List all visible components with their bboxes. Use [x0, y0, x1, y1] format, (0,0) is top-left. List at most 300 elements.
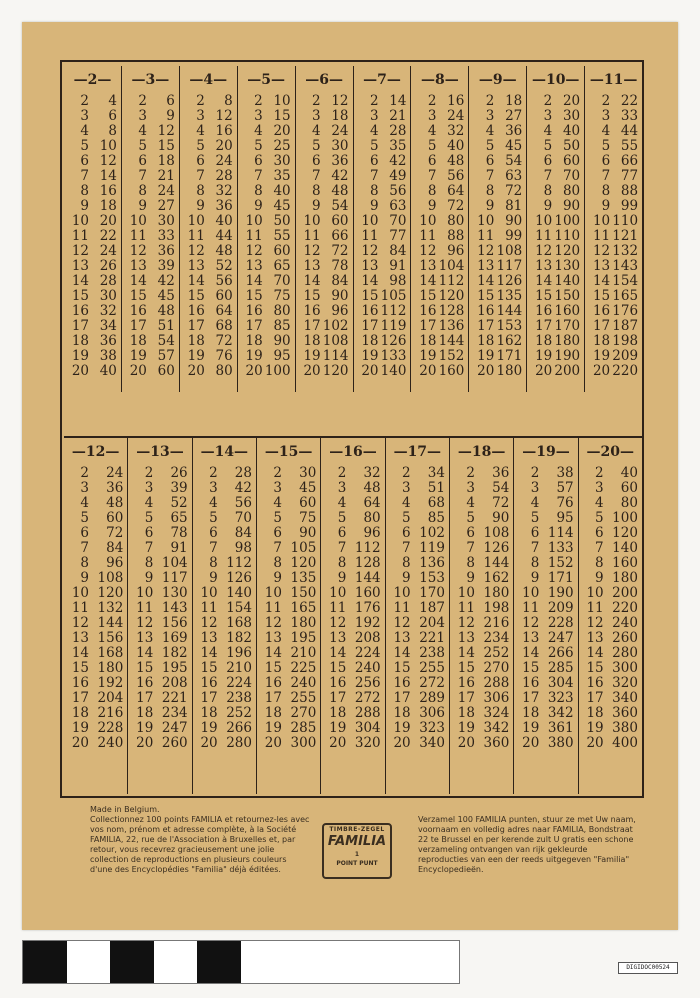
product: 54 — [492, 480, 510, 496]
multiplier: 3 — [273, 480, 282, 496]
product: 9 — [166, 108, 175, 124]
product: 18 — [99, 198, 117, 214]
multiplier: 2 — [273, 465, 282, 481]
product: 240 — [354, 660, 381, 676]
multiplier: 18 — [592, 333, 611, 349]
product: 126 — [496, 273, 523, 289]
top-table-block — [64, 66, 642, 392]
table-row — [579, 646, 642, 661]
table-row — [386, 556, 449, 571]
table-row — [257, 736, 320, 751]
table-row — [128, 601, 191, 616]
product: 12 — [99, 153, 117, 169]
product: 60 — [331, 213, 349, 229]
table-row — [180, 364, 237, 379]
table-heading: —14— — [200, 444, 249, 460]
product: 187 — [612, 318, 639, 334]
multiplier: 16 — [71, 303, 89, 319]
table-row — [585, 334, 642, 349]
product: 400 — [612, 735, 638, 751]
table-row — [193, 646, 256, 661]
multiplier: 19 — [187, 348, 205, 364]
table-row — [64, 541, 127, 556]
product: 171 — [547, 570, 574, 586]
table-row — [469, 109, 526, 124]
product: 76 — [215, 348, 233, 364]
table-heading: —17— — [393, 444, 442, 460]
product: 22 — [620, 93, 639, 109]
table-row — [296, 274, 353, 289]
product: 102 — [419, 525, 445, 541]
product: 108 — [97, 570, 124, 586]
product: 280 — [226, 735, 252, 751]
multiplier: 13 — [71, 630, 89, 646]
multiplier: 13 — [592, 258, 611, 274]
table-row — [296, 199, 353, 214]
multiplier: 20 — [136, 735, 154, 751]
product: 40 — [99, 363, 117, 379]
product: 117 — [496, 258, 523, 274]
product: 45 — [505, 138, 523, 154]
product: 190 — [554, 348, 581, 364]
product: 169 — [161, 630, 188, 646]
table-row — [257, 691, 320, 706]
table-row — [579, 556, 642, 571]
product: 34 — [427, 465, 445, 481]
table-row — [411, 184, 468, 199]
product: 8 — [224, 93, 233, 109]
product: 182 — [226, 630, 252, 646]
multiplier: 12 — [535, 243, 553, 259]
calibration-swatch — [197, 941, 241, 983]
multiplier: 10 — [522, 585, 540, 601]
product: 54 — [505, 153, 523, 169]
table-row — [64, 496, 127, 511]
product: 114 — [547, 525, 574, 541]
multiplier: 9 — [196, 198, 205, 214]
table-row — [64, 304, 121, 319]
product: 88 — [620, 183, 639, 199]
multiplier: 3 — [196, 108, 205, 124]
multiplier: 11 — [245, 228, 263, 244]
multiplier: 2 — [337, 465, 347, 481]
multiplier: 6 — [80, 153, 89, 169]
product: 128 — [354, 555, 381, 571]
multiplier: 11 — [187, 228, 205, 244]
table-row — [514, 631, 577, 646]
product: 323 — [419, 720, 445, 736]
product: 12 — [331, 93, 349, 109]
product: 27 — [157, 198, 175, 214]
product: 208 — [161, 675, 188, 691]
multiplier: 10 — [71, 585, 89, 601]
multiplier: 9 — [273, 570, 282, 586]
product: 33 — [157, 228, 175, 244]
table-row — [469, 139, 526, 154]
multiplier: 6 — [312, 153, 321, 169]
product: 110 — [612, 213, 639, 229]
product: 152 — [438, 348, 465, 364]
multiplier: 8 — [530, 555, 540, 571]
product: 150 — [554, 288, 581, 304]
multiplier: 7 — [144, 540, 154, 556]
calibration-swatch — [415, 941, 459, 983]
table-row — [386, 586, 449, 601]
table-row — [193, 676, 256, 691]
table-row — [469, 184, 526, 199]
product: 36 — [157, 243, 175, 259]
product: 135 — [496, 288, 523, 304]
product: 360 — [483, 735, 510, 751]
product: 192 — [354, 615, 381, 631]
product: 238 — [419, 645, 445, 661]
table-row — [585, 244, 642, 259]
table-row — [514, 706, 577, 721]
multiplier: 3 — [144, 480, 154, 496]
table-row — [527, 274, 584, 289]
table-row — [180, 244, 237, 259]
table-row — [450, 736, 513, 751]
product: 96 — [106, 555, 124, 571]
table-row — [386, 526, 449, 541]
multiplier: 7 — [138, 168, 147, 184]
product: 132 — [97, 600, 124, 616]
table-row — [257, 706, 320, 721]
product: 21 — [157, 168, 175, 184]
product: 128 — [438, 303, 465, 319]
product: 99 — [505, 228, 523, 244]
product: 171 — [496, 348, 523, 364]
table-row — [386, 661, 449, 676]
table-row — [122, 349, 179, 364]
product: 114 — [322, 348, 349, 364]
product: 170 — [419, 585, 445, 601]
multiplier: 5 — [80, 138, 89, 154]
product: 28 — [99, 273, 117, 289]
table-row — [354, 169, 411, 184]
table-row — [514, 721, 577, 736]
table-row — [64, 511, 127, 526]
product: 57 — [157, 348, 175, 364]
table-row — [64, 736, 127, 751]
table-row — [411, 169, 468, 184]
table-column-19 — [514, 438, 578, 794]
multiplier: 10 — [535, 213, 553, 229]
table-row — [193, 526, 256, 541]
table-row — [238, 154, 295, 169]
table-row — [527, 154, 584, 169]
table-row — [64, 199, 121, 214]
table-row — [514, 661, 577, 676]
table-row — [321, 721, 384, 736]
product: 18 — [157, 153, 175, 169]
product: 33 — [620, 108, 639, 124]
table-row — [238, 214, 295, 229]
multiplier: 8 — [595, 555, 604, 571]
multiplier: 19 — [71, 720, 89, 736]
table-row — [128, 556, 191, 571]
product: 143 — [161, 600, 188, 616]
multiplier: 17 — [361, 318, 379, 334]
multiplier: 5 — [595, 510, 604, 526]
multiplier: 11 — [329, 600, 347, 616]
table-row — [450, 526, 513, 541]
multiplier: 15 — [187, 288, 205, 304]
multiplier: 14 — [136, 645, 154, 661]
product: 34 — [99, 318, 117, 334]
multiplier: 17 — [187, 318, 205, 334]
product: 256 — [354, 675, 381, 691]
table-heading: —18— — [457, 444, 506, 460]
table-row — [514, 481, 577, 496]
multiplier: 8 — [402, 555, 411, 571]
table-column-10 — [527, 66, 585, 392]
multiplier: 8 — [466, 555, 475, 571]
multiplier: 19 — [477, 348, 495, 364]
table-column-6 — [296, 66, 354, 392]
table-row — [527, 139, 584, 154]
product: 340 — [419, 735, 445, 751]
table-row — [296, 304, 353, 319]
product: 75 — [299, 510, 317, 526]
table-row — [64, 661, 127, 676]
table-row — [64, 274, 121, 289]
table-row — [411, 274, 468, 289]
table-row — [296, 139, 353, 154]
multiplier: 4 — [485, 123, 495, 139]
table-row — [296, 289, 353, 304]
multiplier: 18 — [245, 333, 263, 349]
product: 121 — [612, 228, 639, 244]
table-heading: —19— — [522, 444, 570, 460]
product: 126 — [226, 570, 252, 586]
product: 84 — [331, 273, 349, 289]
product: 40 — [273, 183, 291, 199]
product: 10 — [99, 138, 117, 154]
multiplier: 17 — [535, 318, 553, 334]
product: 80 — [215, 363, 233, 379]
product: 108 — [322, 333, 349, 349]
multiplier: 9 — [80, 198, 89, 214]
multiplier: 17 — [419, 318, 437, 334]
product: 140 — [226, 585, 252, 601]
multiplier: 10 — [477, 213, 495, 229]
multiplier: 12 — [477, 243, 495, 259]
product: 224 — [226, 675, 252, 691]
product: 143 — [612, 258, 639, 274]
table-row — [354, 364, 411, 379]
product: 95 — [556, 510, 574, 526]
table-row — [514, 556, 577, 571]
table-row — [238, 199, 295, 214]
multiplier: 4 — [530, 495, 540, 511]
table-column-2 — [64, 66, 122, 392]
product: 195 — [161, 660, 188, 676]
table-row — [193, 586, 256, 601]
multiplier: 5 — [402, 510, 411, 526]
product: 24 — [157, 183, 175, 199]
multiplier: 17 — [393, 690, 411, 706]
product: 90 — [492, 510, 510, 526]
table-row — [238, 244, 295, 259]
table-row — [257, 466, 320, 481]
table-row — [193, 556, 256, 571]
multiplier: 20 — [187, 363, 205, 379]
product: 324 — [483, 705, 510, 721]
multiplier: 16 — [592, 303, 611, 319]
product: 234 — [483, 630, 510, 646]
product: 112 — [354, 540, 381, 556]
multiplier: 19 — [264, 720, 282, 736]
product: 154 — [612, 273, 639, 289]
multiplier: 12 — [245, 243, 263, 259]
multiplier: 5 — [209, 510, 218, 526]
multiplier: 8 — [427, 183, 437, 199]
table-row — [64, 631, 127, 646]
table-row — [296, 109, 353, 124]
table-row — [128, 676, 191, 691]
table-row — [469, 349, 526, 364]
table-row — [386, 511, 449, 526]
product: 255 — [419, 660, 445, 676]
multiplier: 4 — [196, 123, 205, 139]
multiplier: 8 — [543, 183, 553, 199]
product: 266 — [226, 720, 252, 736]
multiplier: 3 — [209, 480, 218, 496]
product: 64 — [363, 495, 381, 511]
multiplier: 13 — [477, 258, 495, 274]
product: 153 — [419, 570, 445, 586]
table-row — [585, 229, 642, 244]
table-row — [257, 616, 320, 631]
product: 57 — [556, 480, 574, 496]
product: 30 — [299, 465, 317, 481]
product: 70 — [562, 168, 581, 184]
table-row — [64, 184, 121, 199]
table-row — [64, 586, 127, 601]
table-row — [64, 124, 121, 139]
product: 28 — [234, 465, 252, 481]
product: 360 — [612, 705, 638, 721]
multiplier: 17 — [586, 690, 604, 706]
table-row — [64, 616, 127, 631]
multiplier: 2 — [254, 93, 263, 109]
product: 60 — [299, 495, 317, 511]
multiplier: 4 — [312, 123, 321, 139]
multiplier: 12 — [361, 243, 379, 259]
table-row — [411, 259, 468, 274]
table-row — [180, 229, 237, 244]
multiplier: 7 — [337, 540, 347, 556]
calibration-swatch — [285, 941, 329, 983]
table-row — [514, 586, 577, 601]
table-row — [122, 199, 179, 214]
product: 100 — [612, 510, 638, 526]
footer-notice — [90, 805, 660, 895]
table-row — [180, 139, 237, 154]
product: 120 — [290, 555, 317, 571]
multiplier: 17 — [71, 690, 89, 706]
product: 160 — [554, 303, 581, 319]
table-row — [180, 124, 237, 139]
multiplier: 16 — [457, 675, 475, 691]
multiplier: 13 — [393, 630, 411, 646]
table-row — [238, 289, 295, 304]
multiplier: 16 — [522, 675, 540, 691]
product: 40 — [447, 138, 465, 154]
product: 55 — [273, 228, 291, 244]
product: 28 — [215, 168, 233, 184]
product: 228 — [97, 720, 124, 736]
table-row — [64, 94, 121, 109]
table-row — [296, 259, 353, 274]
multiplier: 17 — [200, 690, 218, 706]
table-row — [64, 676, 127, 691]
table-row — [354, 109, 411, 124]
table-row — [180, 274, 237, 289]
multiplier: 5 — [601, 138, 611, 154]
product: 136 — [419, 555, 445, 571]
table-row — [193, 481, 256, 496]
product: 54 — [331, 198, 349, 214]
table-row — [386, 721, 449, 736]
table-row — [354, 274, 411, 289]
multiplier: 13 — [71, 258, 89, 274]
product: 32 — [363, 465, 381, 481]
table-row — [579, 736, 642, 751]
table-heading: —3— — [131, 72, 170, 88]
table-row — [450, 616, 513, 631]
product: 90 — [273, 333, 291, 349]
multiplier: 10 — [329, 585, 347, 601]
product: 48 — [447, 153, 465, 169]
table-row — [122, 124, 179, 139]
multiplier: 9 — [138, 198, 147, 214]
table-row — [527, 124, 584, 139]
product: 45 — [157, 288, 175, 304]
table-heading: —20— — [586, 444, 635, 460]
product: 36 — [106, 480, 124, 496]
product: 60 — [215, 288, 233, 304]
multiplier: 11 — [71, 600, 89, 616]
product: 84 — [389, 243, 407, 259]
table-row — [257, 676, 320, 691]
calibration-swatch — [328, 941, 372, 983]
multiplier: 18 — [129, 333, 147, 349]
multiplier: 8 — [209, 555, 218, 571]
table-row — [469, 229, 526, 244]
table-row — [122, 139, 179, 154]
product: 32 — [99, 303, 117, 319]
table-row — [450, 541, 513, 556]
multiplier: 18 — [264, 705, 282, 721]
product: 48 — [157, 303, 175, 319]
table-row — [321, 646, 384, 661]
table-row — [450, 496, 513, 511]
product: 63 — [505, 168, 523, 184]
product: 252 — [483, 645, 510, 661]
table-row — [450, 586, 513, 601]
product: 272 — [419, 675, 445, 691]
multiplier: 14 — [522, 645, 540, 661]
multiplier: 19 — [522, 720, 540, 736]
multiplier: 10 — [457, 585, 475, 601]
table-heading: —15— — [264, 444, 313, 460]
multiplier: 2 — [80, 465, 89, 481]
table-row — [321, 511, 384, 526]
table-row — [64, 214, 121, 229]
table-row — [238, 229, 295, 244]
